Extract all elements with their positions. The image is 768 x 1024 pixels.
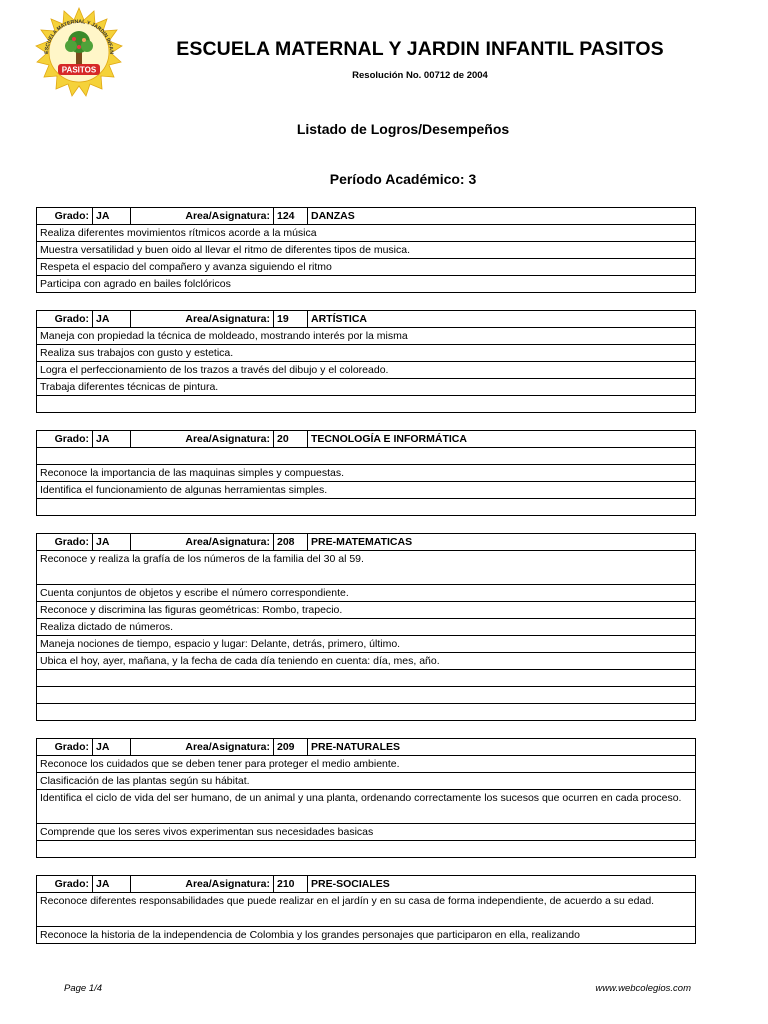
- subject-name: TECNOLOGÍA E INFORMÁTICA: [308, 431, 696, 448]
- subject-header-row: [37, 876, 696, 893]
- achievement-row: [37, 328, 696, 345]
- grade-value: JA: [93, 534, 131, 551]
- achievement-text: [37, 670, 696, 687]
- subject-code: 20: [274, 431, 308, 448]
- subject-name: DANZAS: [308, 208, 696, 225]
- achievement-row: [37, 619, 696, 636]
- grade-label: Grado:: [37, 208, 93, 225]
- achievement-row: [37, 756, 696, 773]
- subjects-list: [36, 207, 695, 944]
- achievement-text: Muestra versatilidad y buen oido al llevar el ritmo de diferentes tipos de musica.: [37, 242, 696, 259]
- achievement-text: Reconoce y realiza la grafía de los números de la familia del 30 al 59.: [37, 551, 696, 585]
- achievement-text: Identifica el ciclo de vida del ser humano, de un animal y una planta, ordenando correctamente los sucesos que ocurren en cada proceso.: [37, 790, 696, 824]
- area-label: Area/Asignatura:: [131, 431, 274, 448]
- subject-header-row: [37, 534, 696, 551]
- area-label: Area/Asignatura:: [131, 876, 274, 893]
- achievement-row: [37, 670, 696, 687]
- achievement-text: Realiza sus trabajos con gusto y estetica.: [37, 345, 696, 362]
- achievement-row: [37, 345, 696, 362]
- achievement-row: [37, 841, 696, 858]
- subject-header-row: [37, 208, 696, 225]
- subject-header-row: [37, 431, 696, 448]
- subject-table: [36, 310, 696, 413]
- school-name: ESCUELA MATERNAL Y JARDIN INFANTIL PASITOS: [176, 38, 664, 60]
- achievement-text: Realiza dictado de números.: [37, 619, 696, 636]
- subject-code: 210: [274, 876, 308, 893]
- subject-code: 208: [274, 534, 308, 551]
- achievement-text: Logra el perfeccionamiento de los trazos a través del dibujo y el coloreado.: [37, 362, 696, 379]
- achievement-row: [37, 499, 696, 516]
- table-spacer: [36, 413, 695, 430]
- area-label: Area/Asignatura:: [131, 739, 274, 756]
- achievement-row: [37, 276, 696, 293]
- achievement-text: Reconoce los cuidados que se deben tener para proteger el medio ambiente.: [37, 756, 696, 773]
- subject-name: PRE-NATURALES: [308, 739, 696, 756]
- achievement-text: Maneja con propiedad la técnica de moldeado, mostrando interés por la misma: [37, 328, 696, 345]
- resolution-number: Resolución No. 00712 de 2004: [352, 70, 488, 81]
- grade-label: Grado:: [37, 431, 93, 448]
- achievement-text: [37, 704, 696, 721]
- achievement-row: [37, 687, 696, 704]
- grade-label: Grado:: [37, 739, 93, 756]
- achievement-text: [37, 499, 696, 516]
- subject-code: 209: [274, 739, 308, 756]
- subject-code: 124: [274, 208, 308, 225]
- subject-table: [36, 430, 696, 516]
- grade-value: JA: [93, 876, 131, 893]
- achievement-row: [37, 585, 696, 602]
- grade-value: JA: [93, 208, 131, 225]
- achievement-text: [37, 687, 696, 704]
- website-link[interactable]: www.webcolegios.com: [595, 983, 691, 994]
- page-number: Page 1/4: [64, 983, 103, 994]
- grade-value: JA: [93, 739, 131, 756]
- achievement-text: Reconoce diferentes responsabilidades que puede realizar en el jardín y en su casa de forma independiente, de acuerdo a su edad.: [37, 893, 696, 927]
- subject-header-row: [37, 311, 696, 328]
- achievement-row: [37, 379, 696, 396]
- achievement-text: Cuenta conjuntos de objetos y escribe el número correspondiente.: [37, 585, 696, 602]
- achievement-row: [37, 242, 696, 259]
- subject-code: 19: [274, 311, 308, 328]
- page-header: [0, 0, 768, 110]
- achievement-text: [37, 841, 696, 858]
- table-spacer: [36, 516, 695, 533]
- subject-table: [36, 207, 696, 293]
- achievement-text: Trabaja diferentes técnicas de pintura.: [37, 379, 696, 396]
- achievement-text: Respeta el espacio del compañero y avanza siguiendo el ritmo: [37, 259, 696, 276]
- achievement-row: [37, 790, 696, 824]
- grade-value: JA: [93, 311, 131, 328]
- subject-table: [36, 875, 696, 944]
- achievement-row: [37, 259, 696, 276]
- achievement-row: [37, 636, 696, 653]
- achievement-row: [37, 465, 696, 482]
- table-spacer: [36, 721, 695, 738]
- achievement-text: Identifica el funcionamiento de algunas herramientas simples.: [37, 482, 696, 499]
- achievement-row: [37, 893, 696, 927]
- listing-title: Listado de Logros/Desempeños: [296, 121, 510, 137]
- grade-label: Grado:: [37, 534, 93, 551]
- subject-header-row: [37, 739, 696, 756]
- achievement-row: [37, 362, 696, 379]
- achievement-row: [37, 773, 696, 790]
- area-label: Area/Asignatura:: [131, 534, 274, 551]
- achievement-row: [37, 551, 696, 585]
- achievement-row: [37, 704, 696, 721]
- achievement-row: [37, 602, 696, 619]
- achievement-row: [37, 927, 696, 944]
- achievement-row: [37, 448, 696, 465]
- grade-value: JA: [93, 431, 131, 448]
- achievement-text: Reconoce la historia de la independencia de Colombia y los grandes personajes que participaron en ella, realizando: [37, 927, 696, 944]
- area-label: Area/Asignatura:: [131, 311, 274, 328]
- period-title: Período Académico: 3: [329, 171, 477, 187]
- grade-label: Grado:: [37, 876, 93, 893]
- logo-badge-text: PASITOS: [61, 65, 97, 75]
- achievement-text: [37, 396, 696, 413]
- table-spacer: [36, 293, 695, 310]
- subject-name: PRE-MATEMATICAS: [308, 534, 696, 551]
- school-logo: [34, 6, 124, 98]
- subject-table: [36, 533, 696, 721]
- achievement-text: Maneja nociones de tiempo, espacio y lugar: Delante, detrás, primero, último.: [37, 636, 696, 653]
- achievement-row: [37, 482, 696, 499]
- achievement-row: [37, 225, 696, 242]
- achievement-text: Realiza diferentes movimientos rítmicos acorde a la música: [37, 225, 696, 242]
- achievement-text: Reconoce y discrimina las figuras geométricas: Rombo, trapecio.: [37, 602, 696, 619]
- achievement-text: Participa con agrado en bailes folclóricos: [37, 276, 696, 293]
- achievement-text: [37, 448, 696, 465]
- subject-name: PRE-SOCIALES: [308, 876, 696, 893]
- achievement-row: [37, 824, 696, 841]
- logo-arc-text: ESCUELA MATERNAL Y JARDIN INFAN: [43, 18, 115, 55]
- achievement-text: Ubica el hoy, ayer, mañana, y la fecha de cada día teniendo en cuenta: día, mes, año.: [37, 653, 696, 670]
- achievement-text: Comprende que los seres vivos experimentan sus necesidades basicas: [37, 824, 696, 841]
- subject-name: ARTÍSTICA: [308, 311, 696, 328]
- achievement-row: [37, 653, 696, 670]
- achievement-row: [37, 396, 696, 413]
- table-spacer: [36, 858, 695, 875]
- achievement-text: Clasificación de las plantas según su hábitat.: [37, 773, 696, 790]
- achievement-text: Reconoce la importancia de las maquinas simples y compuestas.: [37, 465, 696, 482]
- grade-label: Grado:: [37, 311, 93, 328]
- area-label: Area/Asignatura:: [131, 208, 274, 225]
- subject-table: [36, 738, 696, 858]
